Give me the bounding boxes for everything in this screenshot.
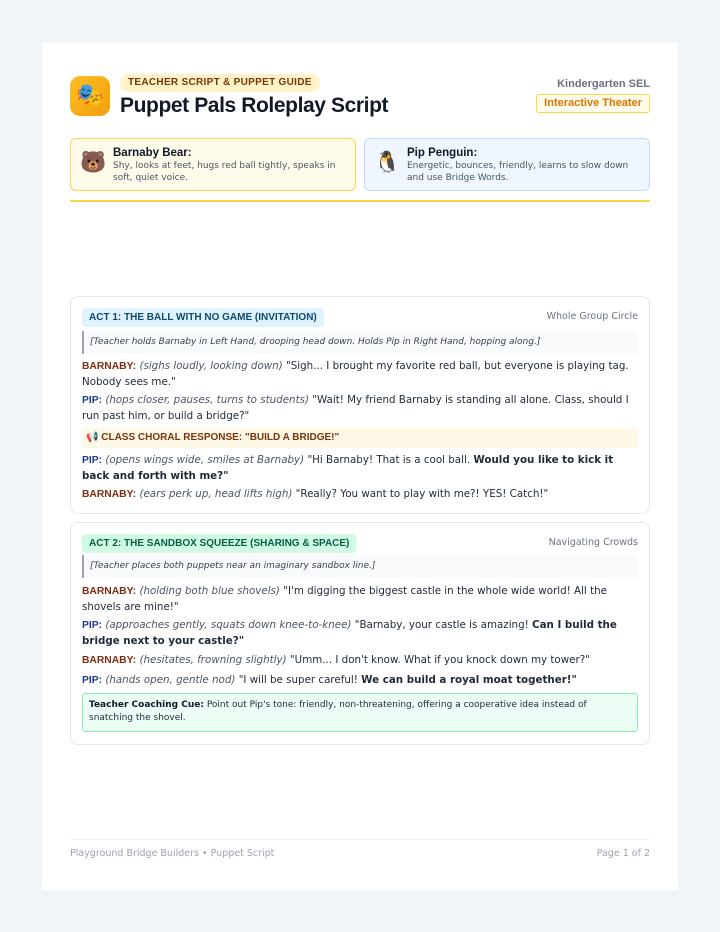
action-direction: (holding both blue shovels) — [139, 585, 280, 597]
action-direction: (hops closer, pauses, turns to students) — [105, 394, 309, 406]
speaker-label: PIP: — [82, 620, 103, 631]
dialogue-text: "I will be super careful! — [238, 674, 358, 686]
dialogue-text: "Barnaby, your castle is amazing! — [354, 619, 529, 631]
speaker-label: BARNABY: — [82, 361, 137, 372]
page-header — [70, 74, 650, 134]
action-direction: (hesitates, frowning slightly) — [139, 654, 287, 666]
dialogue-emphasis: Would you like to kick it back and forth with me?" — [82, 454, 614, 482]
action-direction: (opens wings wide, smiles at Barnaby) — [105, 454, 305, 466]
document-tag: TEACHER SCRIPT & PUPPET GUIDE — [120, 74, 320, 92]
megaphone-icon: 📢 — [86, 432, 99, 443]
choral-response-text: CLASS CHORAL RESPONSE: "BUILD A BRIDGE!" — [101, 432, 340, 443]
bear-icon: 🐻 — [80, 150, 107, 174]
script-line — [82, 393, 638, 423]
puppet-face-icon: 🎭 — [70, 76, 110, 116]
action-direction: (approaches gently, squats down knee-to-knee) — [105, 619, 352, 631]
choral-response — [82, 428, 638, 448]
dialogue-emphasis: Can I build the bridge next to your castle?" — [82, 619, 617, 647]
character-card-barnaby — [70, 138, 356, 191]
act-title: ACT 2: THE SANDBOX SQUEEZE (SHARING & SPACE) — [82, 534, 356, 553]
footer-divider — [70, 839, 650, 840]
script-line — [82, 487, 638, 503]
script-line — [82, 618, 638, 648]
act-meta: Navigating Crowds — [548, 537, 638, 548]
speaker-label: PIP: — [82, 455, 103, 466]
action-direction: (hands open, gentle nod) — [105, 674, 236, 686]
penguin-icon: 🐧 — [374, 150, 401, 174]
act-2-section — [70, 522, 650, 745]
character-card-pip — [364, 138, 650, 191]
header-divider — [70, 200, 650, 202]
coaching-cue-text: Point out Pip's tone: friendly, non-threatening, offering a cooperative idea instead of snatching the shovel. — [89, 700, 587, 723]
grade-level: Kindergarten SEL — [557, 78, 650, 90]
dialogue-text: "I'm digging the biggest castle in the whole wide world! All the shovels are mine!" — [82, 585, 607, 613]
footer-title: Playground Bridge Builders • Puppet Script — [70, 848, 275, 859]
page-title: Puppet Pals Roleplay Script — [120, 94, 389, 117]
coaching-cue-label: Teacher Coaching Cue: — [89, 700, 204, 710]
dialogue-text: "Hi Barnaby! That is a cool ball. — [307, 454, 471, 466]
script-line — [82, 453, 638, 483]
page-number: Page 1 of 2 — [596, 848, 650, 859]
dialogue-text: "Really? You want to play with me?! YES! Catch!" — [295, 488, 549, 500]
stage-direction: [Teacher places both puppets near an imaginary sandbox line.] — [82, 555, 638, 578]
stage-direction: [Teacher holds Barnaby in Left Hand, drooping head down. Holds Pip in Right Hand, hopping along.] — [82, 331, 638, 354]
character-description: Shy, looks at feet, hugs red ball tightly, speaks in soft, quiet voice. — [113, 161, 336, 183]
speaker-label: PIP: — [82, 675, 103, 686]
act-1-section — [70, 296, 650, 514]
dialogue-text: "Wait! My friend Barnaby is standing all alone. Class, should I run past him, or build a bridge?" — [82, 394, 629, 422]
script-line — [82, 584, 638, 614]
speaker-label: BARNABY: — [82, 489, 137, 500]
speaker-label: BARNABY: — [82, 655, 137, 666]
dialogue-text: "Umm... I don't know. What if you knock down my tower?" — [289, 654, 590, 666]
speaker-label: BARNABY: — [82, 586, 137, 597]
act-title: ACT 1: THE BALL WITH NO GAME (INVITATION) — [82, 308, 324, 327]
script-page — [42, 42, 678, 890]
dialogue-text: "Sigh... I brought my favorite red ball, but everyone is playing tag. Nobody sees me." — [82, 360, 629, 388]
script-line — [82, 673, 638, 689]
script-line — [82, 653, 638, 669]
speaker-label: PIP: — [82, 395, 103, 406]
teacher-coaching-cue — [82, 693, 638, 732]
character-name: Barnaby Bear: — [113, 147, 192, 159]
character-name: Pip Penguin: — [407, 147, 478, 159]
character-description: Energetic, bounces, friendly, learns to slow down and use Bridge Words. — [407, 161, 629, 183]
action-direction: (sighs loudly, looking down) — [139, 360, 283, 372]
dialogue-emphasis: We can build a royal moat together!" — [361, 674, 577, 686]
script-line — [82, 359, 638, 389]
act-meta: Whole Group Circle — [546, 311, 638, 322]
mode-badge: Interactive Theater — [536, 94, 650, 113]
action-direction: (ears perk up, head lifts high) — [139, 488, 293, 500]
